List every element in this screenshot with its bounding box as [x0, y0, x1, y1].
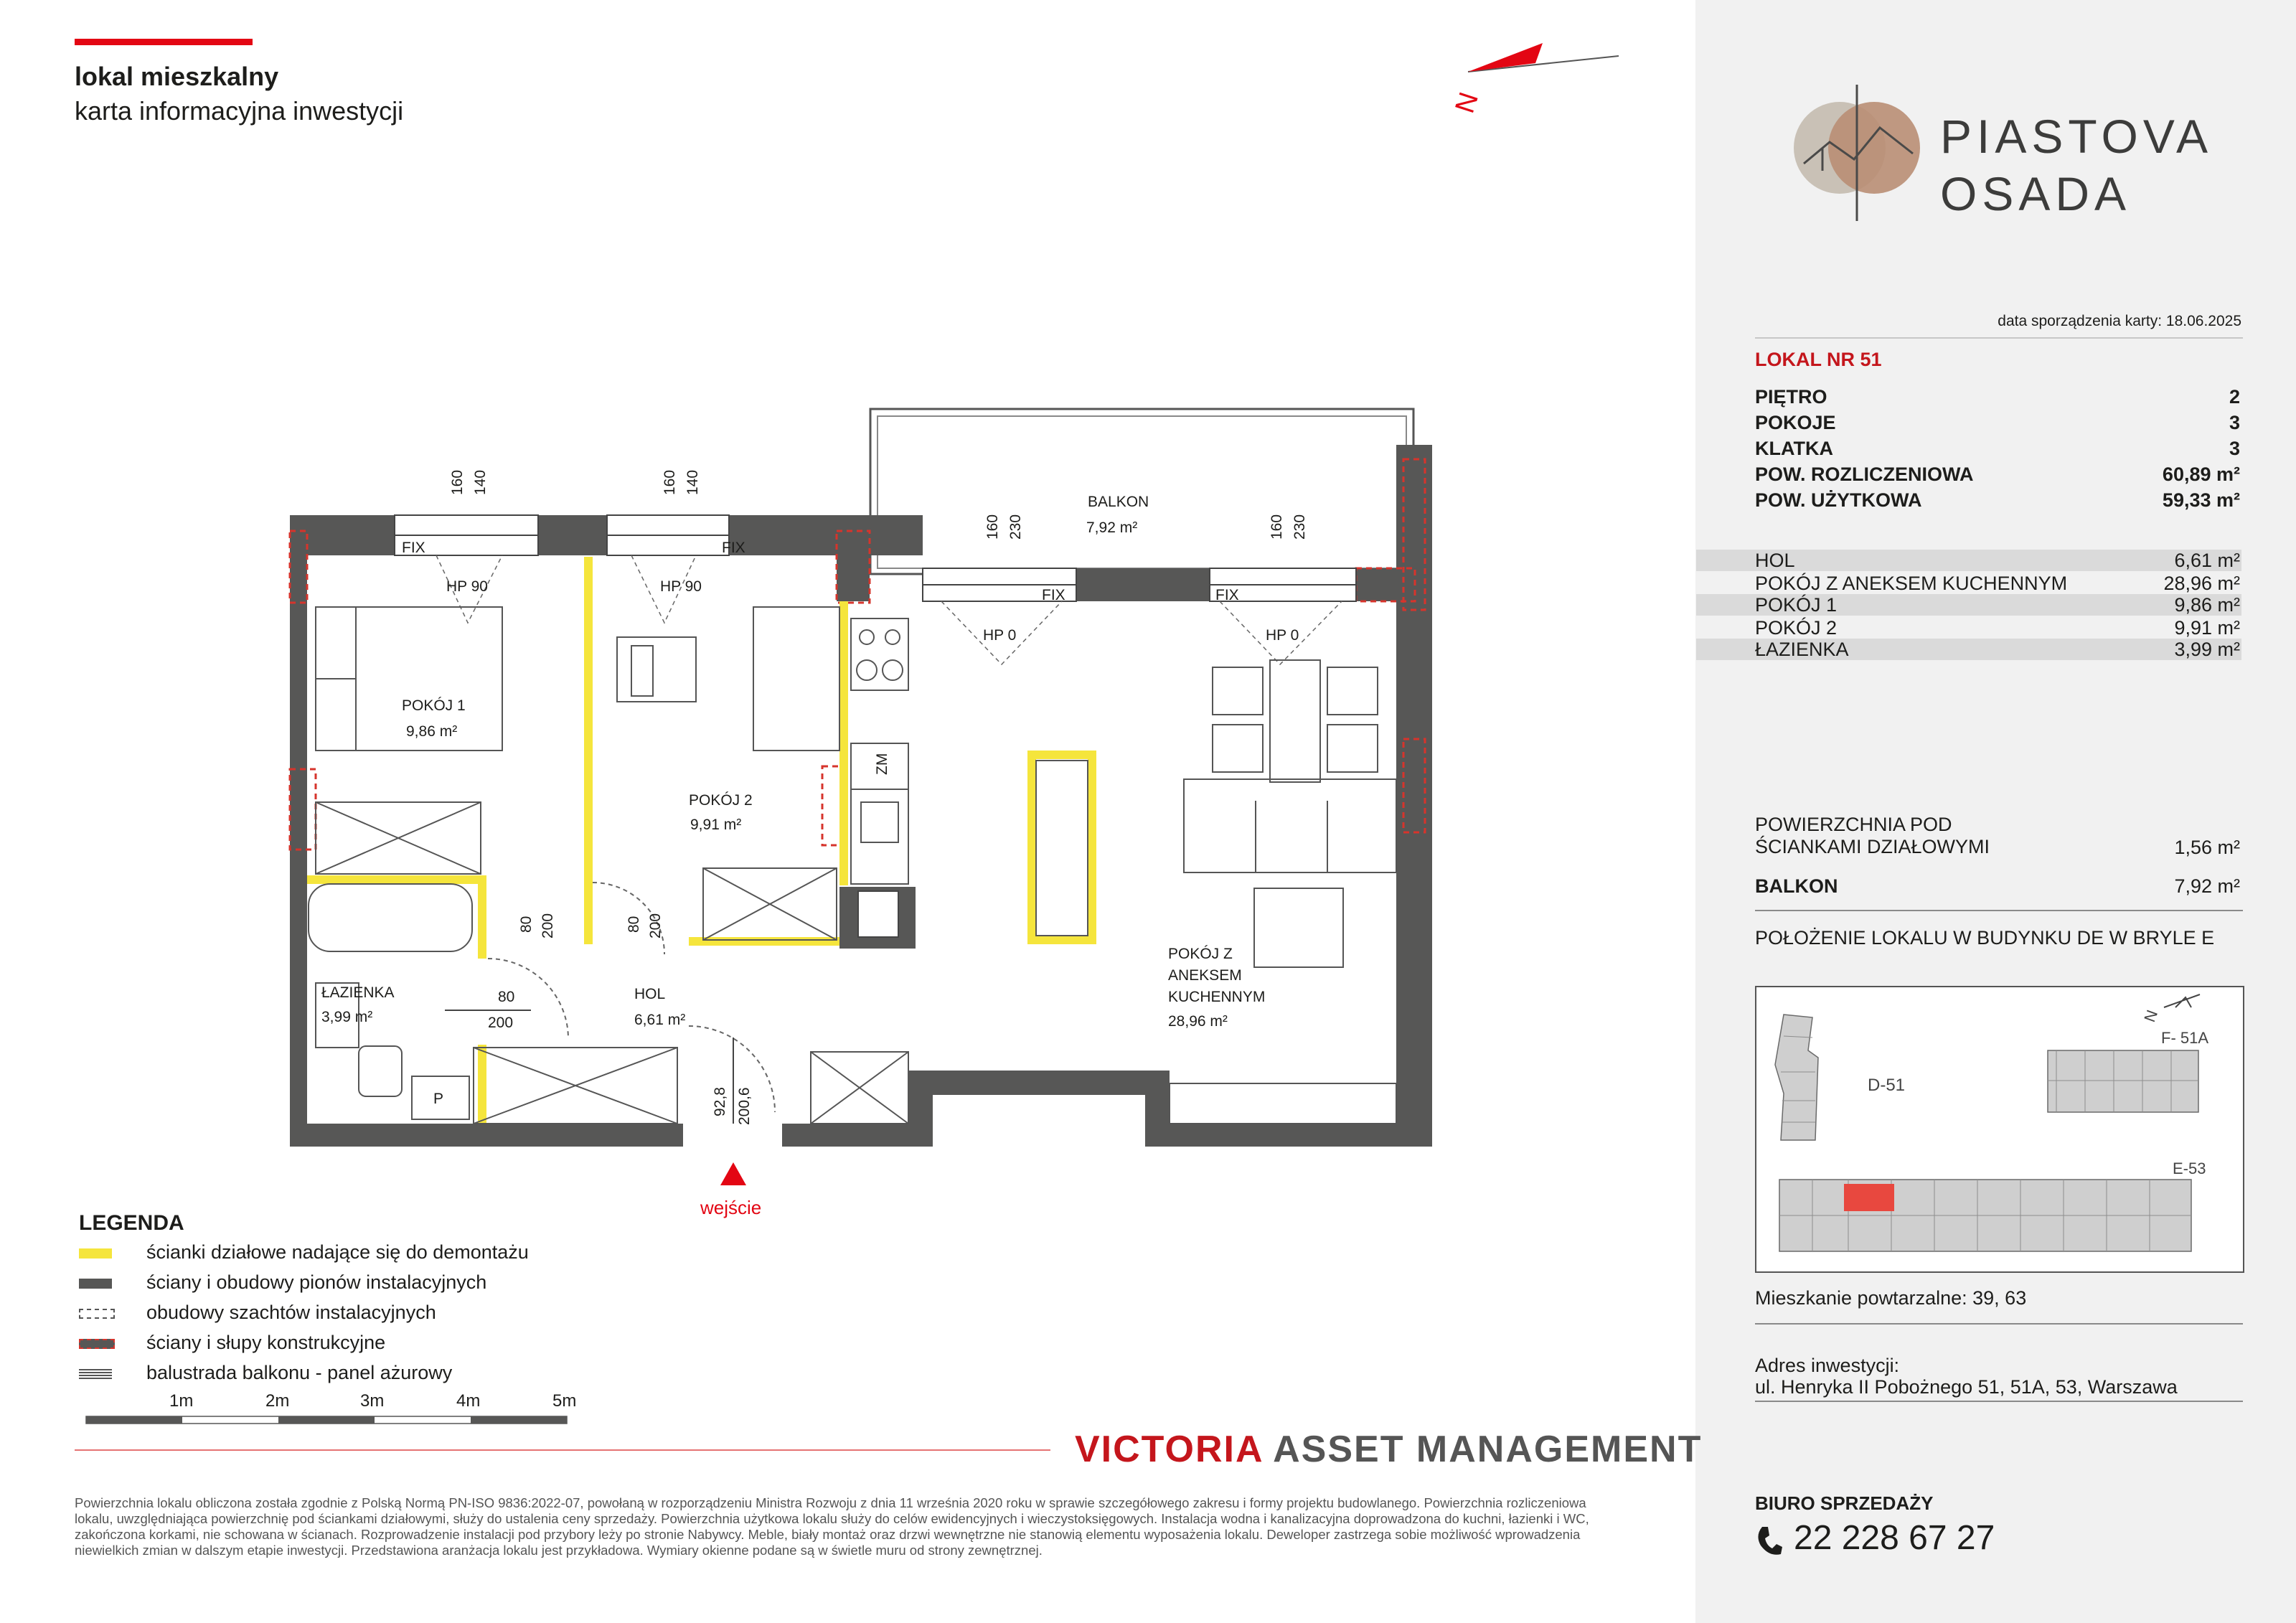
unit-highlight	[1844, 1184, 1894, 1211]
office-label: BIURO SPRZEDAŻY	[1755, 1492, 1934, 1514]
param-row: KLATKA 3	[1755, 438, 2240, 459]
svg-text:140: 140	[472, 469, 489, 495]
building-d-label: D-51	[1868, 1076, 1906, 1095]
svg-text:FIX: FIX	[1042, 587, 1065, 603]
room-row: HOL 6,61 m²	[1696, 550, 2241, 571]
room-row: POKÓJ 2 9,91 m²	[1755, 617, 2240, 639]
svg-text:80: 80	[626, 916, 642, 933]
svg-text:80: 80	[498, 989, 515, 1005]
svg-text:200: 200	[540, 913, 556, 938]
room-label: HOL	[634, 986, 666, 1002]
legend-title: LEGENDA	[79, 1211, 184, 1235]
svg-text:FIX: FIX	[722, 540, 745, 556]
svg-text:200: 200	[488, 1015, 514, 1031]
room-row: POKÓJ 1 9,86 m²	[1696, 594, 2241, 616]
svg-text:200,6: 200,6	[736, 1087, 753, 1125]
svg-text:160: 160	[1269, 514, 1285, 540]
svg-text:4m: 4m	[456, 1391, 481, 1411]
divider	[1755, 337, 2243, 339]
room-label: POKÓJ 2	[689, 792, 753, 809]
entrance-arrow-icon	[720, 1162, 746, 1185]
room-area: 9,86 m²	[406, 723, 458, 740]
north-arrow	[1450, 43, 1619, 117]
removable-partitions	[307, 557, 1096, 1124]
svg-text:3m: 3m	[360, 1391, 385, 1411]
divider	[1755, 1323, 2243, 1325]
room-label: POKÓJ Z	[1168, 946, 1233, 962]
address-label: Adres inwestycji:	[1755, 1355, 1900, 1376]
entrance-label: wejście	[700, 1197, 762, 1218]
svg-text:160: 160	[449, 469, 466, 495]
footer-disclaimer: Powierzchnia lokalu obliczona została zgodnie z Polską Normą PN-ISO 9836:2022-07, powołaną w rozporządzeniu Ministra Rozwoju z dnia 11 września 2020 roku w sprawie szczegółowego zakresu i formy projektu budowlanego. Powierzchnia rozliczeniowa lokalu, uwzględniająca powierzchnię pod ściankami działowymi, służy do ustalenia ceny sprzedaży. Powierzchnia użytkowa lokalu służy do celów ewidencyjnych i wieczystoksięgowych. Instalacja wodna i kanalizacyjna doprowadzona do kuchni, łazienki i WC, zakończona korkami, nie schowana w ścianach. Rozprowadzenie instalacji pod przybory leży po stronie Nabywcy. Meble, biały montaż oraz drzwi wewnętrzne nie stanowią elementu wyposażenia lokalu. Deweloper zastrzega sobie możliwość wprowadzenia niewielkich zmian w dalszym etapie inwestycji. Przedstawiona aranżacja lokalu jest przykładowa. Wymiary okienne podane są w świetle muru od strony zewnętrznej.	[75, 1495, 1589, 1558]
room-label: KUCHENNYM	[1168, 989, 1266, 1005]
svg-text:ZM: ZM	[874, 753, 890, 775]
svg-text:N: N	[2140, 1007, 2162, 1025]
room-area: 6,61 m²	[634, 1012, 686, 1028]
building-f-label: F- 51A	[2161, 1029, 2209, 1047]
svg-text:92,8: 92,8	[712, 1087, 728, 1116]
svg-text:FIX: FIX	[402, 540, 425, 556]
partition-value: 1,56 m²	[2174, 837, 2240, 858]
phone-icon	[1755, 1524, 1784, 1558]
divider	[1755, 910, 2243, 911]
svg-text:P: P	[433, 1091, 444, 1107]
svg-text:230: 230	[1007, 514, 1024, 540]
svg-text:160: 160	[662, 469, 678, 495]
lokal-number: LOKAL NR 51	[1755, 349, 1882, 370]
svg-text:HP 90: HP 90	[446, 578, 488, 595]
north-label: N	[1449, 88, 1485, 117]
room-row: POKÓJ Z ANEKSEM KUCHENNYM 28,96 m²	[1755, 573, 2240, 594]
svg-text:HP 0: HP 0	[983, 627, 1017, 644]
room-label: POKÓJ 1	[402, 697, 466, 714]
svg-text:HP 90: HP 90	[660, 578, 702, 595]
divider	[1755, 1401, 2243, 1402]
room-area: 3,99 m²	[321, 1009, 373, 1025]
furniture	[309, 607, 1396, 1124]
svg-text:5m: 5m	[552, 1391, 577, 1411]
svg-text:230: 230	[1292, 514, 1308, 540]
partition-label: POWIERZCHNIA POD ŚCIANKAMI DZIAŁOWYMI	[1755, 814, 1990, 857]
address: ul. Henryka II Pobożnego 51, 51A, 53, Warszawa	[1755, 1376, 2178, 1398]
room-label: ANEKSEM	[1168, 967, 1242, 984]
footer-divider	[75, 1449, 1050, 1451]
balkon-value: 7,92 m²	[2174, 875, 2240, 897]
room-area: 9,91 m²	[690, 817, 742, 833]
balcony	[870, 409, 1413, 574]
svg-text:160: 160	[984, 514, 1001, 540]
svg-text:140: 140	[684, 469, 701, 495]
room-label: ŁAZIENKA	[321, 984, 395, 1001]
svg-text:HP 0: HP 0	[1266, 627, 1299, 644]
svg-text:200: 200	[647, 913, 664, 938]
room-label: BALKON	[1088, 494, 1149, 510]
param-row: POW. ROZLICZENIOWA 60,89 m²	[1755, 464, 2240, 485]
room-area: 7,92 m²	[1086, 519, 1138, 536]
svg-text:1m: 1m	[169, 1391, 194, 1411]
repeat-units: Mieszkanie powtarzalne: 39, 63	[1755, 1287, 2027, 1309]
scale-bar	[79, 1389, 596, 1432]
svg-text:2m: 2m	[265, 1391, 290, 1411]
balkon-label: BALKON	[1755, 875, 1838, 897]
page-title: lokal mieszkalny	[75, 62, 279, 91]
card-date: data sporządzenia karty: 18.06.2025	[1998, 313, 2241, 329]
room-area: 28,96 m²	[1168, 1013, 1228, 1030]
location-title: POŁOŻENIE LOKALU W BUDYNKU DE W BRYLE E	[1755, 927, 2215, 949]
param-row: POW. UŻYTKOWA 59,33 m²	[1755, 489, 2240, 511]
param-row: PIĘTRO 2	[1755, 386, 2240, 408]
room-row: ŁAZIENKA 3,99 m²	[1696, 639, 2241, 660]
svg-text:80: 80	[518, 916, 535, 933]
building-e-label: E-53	[2173, 1159, 2206, 1177]
phone-number[interactable]: 22 228 67 27	[1794, 1519, 1995, 1557]
logo-icon	[1794, 85, 1923, 221]
page-subtitle: karta informacyjna inwestycji	[75, 96, 404, 126]
param-row: POKOJE 3	[1755, 412, 2240, 433]
site-plan	[1755, 986, 2244, 1273]
company-name: VICTORIA ASSET MANAGEMENT	[1075, 1429, 1703, 1470]
svg-text:FIX: FIX	[1215, 587, 1239, 603]
logo-text: PIASTOVA OSADA	[1940, 110, 2213, 220]
